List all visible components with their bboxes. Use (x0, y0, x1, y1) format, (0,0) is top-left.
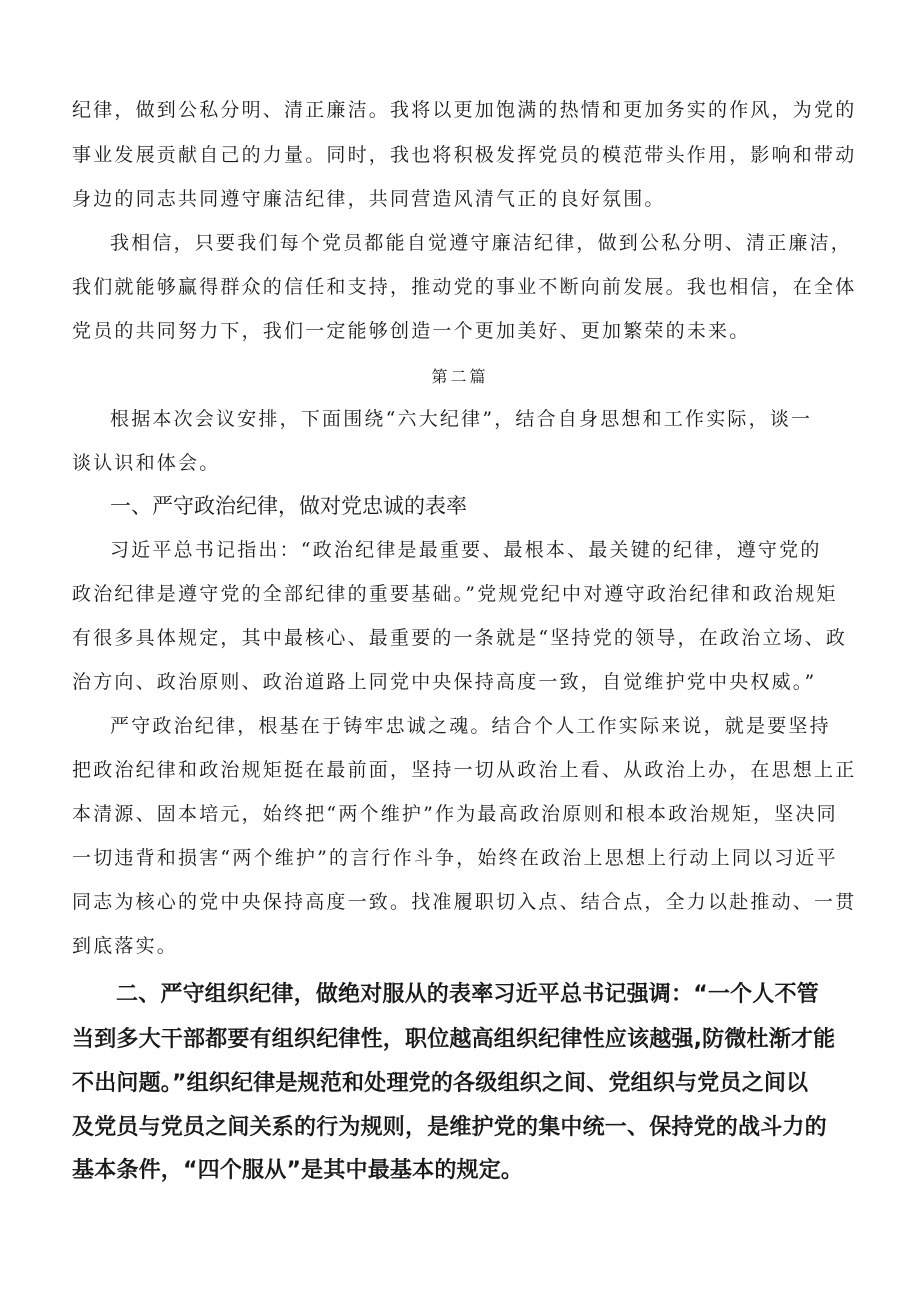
paragraph-line: 我相信，只要我们每个党员都能自觉遵守廉洁纪律，做到公私分明、清正廉洁， (110, 232, 853, 254)
paragraph-line: 习近平总书记指出：“政治纪律是最重要、最根本、最关键的纪律，遵守党的 (110, 539, 822, 561)
paragraph-line: 根据本次会议安排，下面围绕“六大纪律”，结合自身思想和工作实际，谈一 (110, 408, 813, 430)
paragraph-line: 一切违背和损害“两个维护”的言行作斗争，始终在政治上思想上行动上同以习近平 (72, 847, 838, 869)
paragraph-line: 我们就能够赢得群众的信任和支持，推动党的事业不断向前发展。我也相信，在全体 (72, 276, 857, 298)
bold-paragraph-line: 及党员与党员之间关系的行为规则，是维护党的集中统一、保持党的战斗力的 (72, 1115, 827, 1140)
section-title: 第二篇 (431, 367, 489, 386)
paragraph-line: 谈认识和体会。 (72, 452, 221, 474)
paragraph-line: 纪律，做到公私分明、清正廉洁。我将以更加饱满的热情和更加务实的作风，为党的 (72, 99, 857, 121)
bold-paragraph-line: 基本条件，“四个服从”是其中最基本的规定。 (72, 1158, 524, 1183)
paragraph-line: 同志为核心的党中央保持高度一致。找准履职切入点、结合点，全力以赴推动、一贯 (72, 891, 857, 913)
paragraph-line: 本清源、固本培元，始终把“两个维护”作为最高政治原则和根本政治规矩，坚决同 (72, 803, 838, 825)
bold-paragraph-line: 当到多大干部都要有组织纪律性，职位越高组织纪律性应该越强,防微杜渐才能 (72, 1027, 836, 1052)
paragraph-line: 身边的同志共同遵守廉洁纪律，共同营造风清气正的良好氛围。 (72, 188, 666, 210)
section-heading: 一、严守政治纪律，做对党忠诚的表率 (110, 494, 467, 518)
paragraph-line: 到底落实。 (72, 935, 179, 957)
paragraph-line: 事业发展贡献自己的力量。同时，我也将积极发挥党员的模范带头作用，影响和带动 (72, 144, 857, 166)
paragraph-line: 政治纪律是遵守党的全部纪律的重要基础。”党规党纪中对遵守政治纪律和政治规矩 (72, 583, 838, 605)
paragraph-line: 有很多具体规定，其中最核心、最重要的一条就是“坚持党的领导，在政治立场、政 (72, 627, 848, 649)
paragraph-line: 党员的共同努力下，我们一定能够创造一个更加美好、更加繁荣的未来。 (72, 320, 751, 342)
bold-paragraph-line: 二、严守组织纪律，做绝对服从的表率习近平总书记强调：“一个人不管 (116, 982, 819, 1007)
paragraph-line: 把政治纪律和政治规矩挺在最前面，坚持一切从政治上看、从政治上办，在思想上正 (72, 759, 857, 781)
paragraph-line: 严守政治纪律，根基在于铸牢忠诚之魂。结合个人工作实际来说，就是要坚持 (110, 715, 831, 737)
bold-paragraph-line: 不出问题。”组织纪律是规范和处理党的各级组织之间、党组织与党员之间以 (72, 1071, 809, 1096)
paragraph-line: 治方向、政治原则、政治道路上同党中央保持高度一致，自觉维护党中央权威。” (72, 671, 817, 693)
